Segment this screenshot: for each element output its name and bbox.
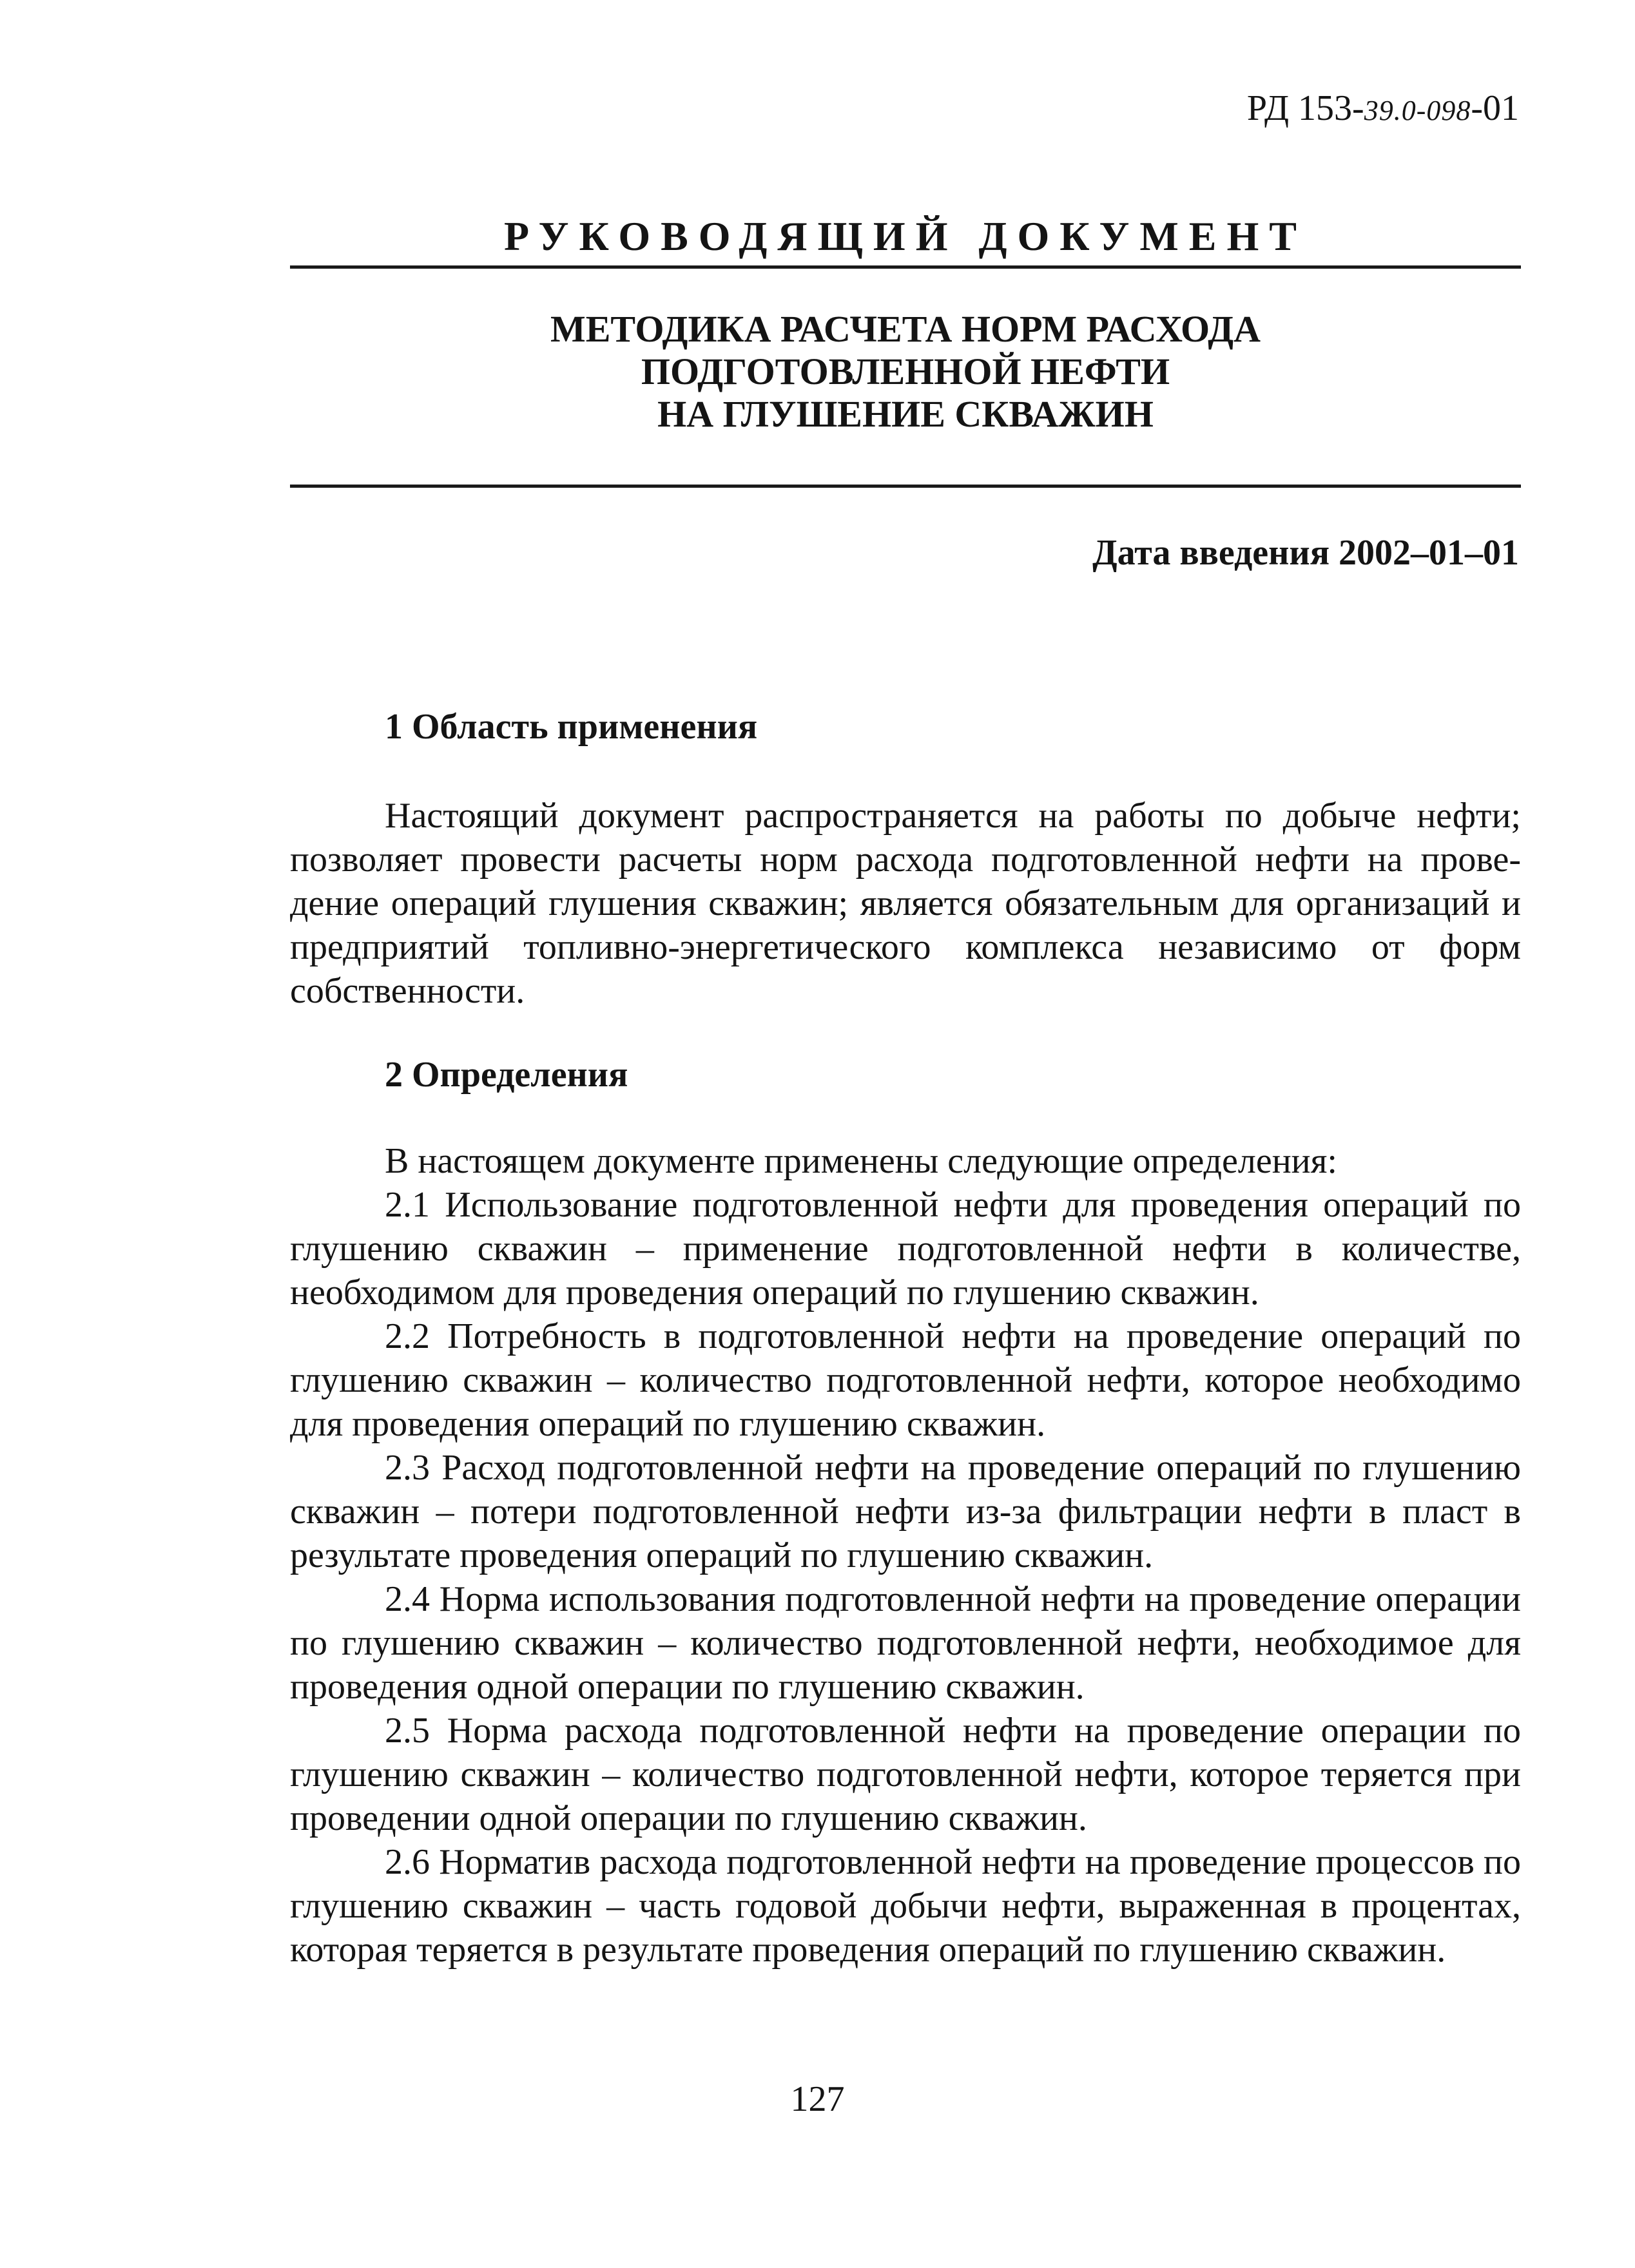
document-code bbox=[1247, 90, 1519, 126]
definition-paragraph: 2.2 Потребность в подготовленной нефти на проведение операций по глушению скважин – количество подготовленной нефти, которое необходимо для проведения операций по глушению скважин. bbox=[290, 1316, 1521, 1444]
bottom-divider-line bbox=[290, 485, 1521, 488]
paragraph: В настоящем документе применены следующие определения: bbox=[385, 1141, 1337, 1181]
document-title bbox=[290, 308, 1521, 436]
section-heading-definitions: 2 Определения bbox=[385, 1055, 628, 1095]
document-type-heading: РУКОВОДЯЩИЙ ДОКУМЕНТ bbox=[504, 213, 1307, 259]
top-divider-line bbox=[290, 265, 1521, 269]
definition-paragraph: 2.4 Норма использования подготовленной нефти на проведение операции по глушению скважин – количество подготовленной нефти, необходимое для проведения одной операции по глушению скважин. bbox=[290, 1579, 1521, 1707]
title-line: НА ГЛУШЕНИЕ СКВАЖИН bbox=[657, 393, 1154, 435]
title-line: ПОДГОТОВЛЕННОЙ НЕФТИ bbox=[641, 351, 1170, 392]
definition-paragraph: 2.5 Норма расхода подготовленной нефти на проведение операции по глушению скважин – количество подготовленной нефти, которое теряется при проведении одной операции по глушению скважин. bbox=[290, 1711, 1521, 1838]
paragraph: Настоящий документ распространяется на работы по добыче нефти; позволяет провести расчеты норм расхода подготовленной нефти на проведение операций глушения скважин; является обязательным для организаций и предприятий топливно-энергетического комплекса независимо от форм собственности. bbox=[290, 796, 1521, 1011]
title-line: МЕТОДИКА РАСЧЕТА НОРМ РАСХОДА bbox=[550, 308, 1261, 350]
document-code-prefix: РД 153- bbox=[1246, 88, 1364, 128]
definition-paragraph: 2.3 Расход подготовленной нефти на проведение операций по глушению скважин – потери подготовленной нефти из-за фильтрации нефти в пласт в результате проведения операций по глушению скважин. bbox=[290, 1448, 1521, 1575]
section-heading-scope: 1 Область применения bbox=[385, 707, 758, 747]
section-body-scope bbox=[290, 794, 1521, 1013]
section-body-definitions bbox=[290, 1139, 1521, 1972]
document-code-suffix: -01 bbox=[1471, 88, 1519, 128]
definition-paragraph: 2.1 Использование подготовленной нефти для проведения операций по глушению скважин – применение подготовленной нефти в количестве, необходимом для проведения операций по глушению скважин. bbox=[290, 1185, 1521, 1312]
introduction-date: Дата введения 2002–01–01 bbox=[1092, 533, 1519, 573]
definition-paragraph: 2.6 Норматив расхода подготовленной нефти на проведение процессов по глушению скважин – часть годовой добычи нефти, выраженная в процентах, которая теряется в результате проведения операций по глушению скважин. bbox=[290, 1842, 1521, 1970]
document-code-handwritten: 39.0-098 bbox=[1364, 95, 1471, 126]
page-number: 127 bbox=[790, 2079, 845, 2119]
